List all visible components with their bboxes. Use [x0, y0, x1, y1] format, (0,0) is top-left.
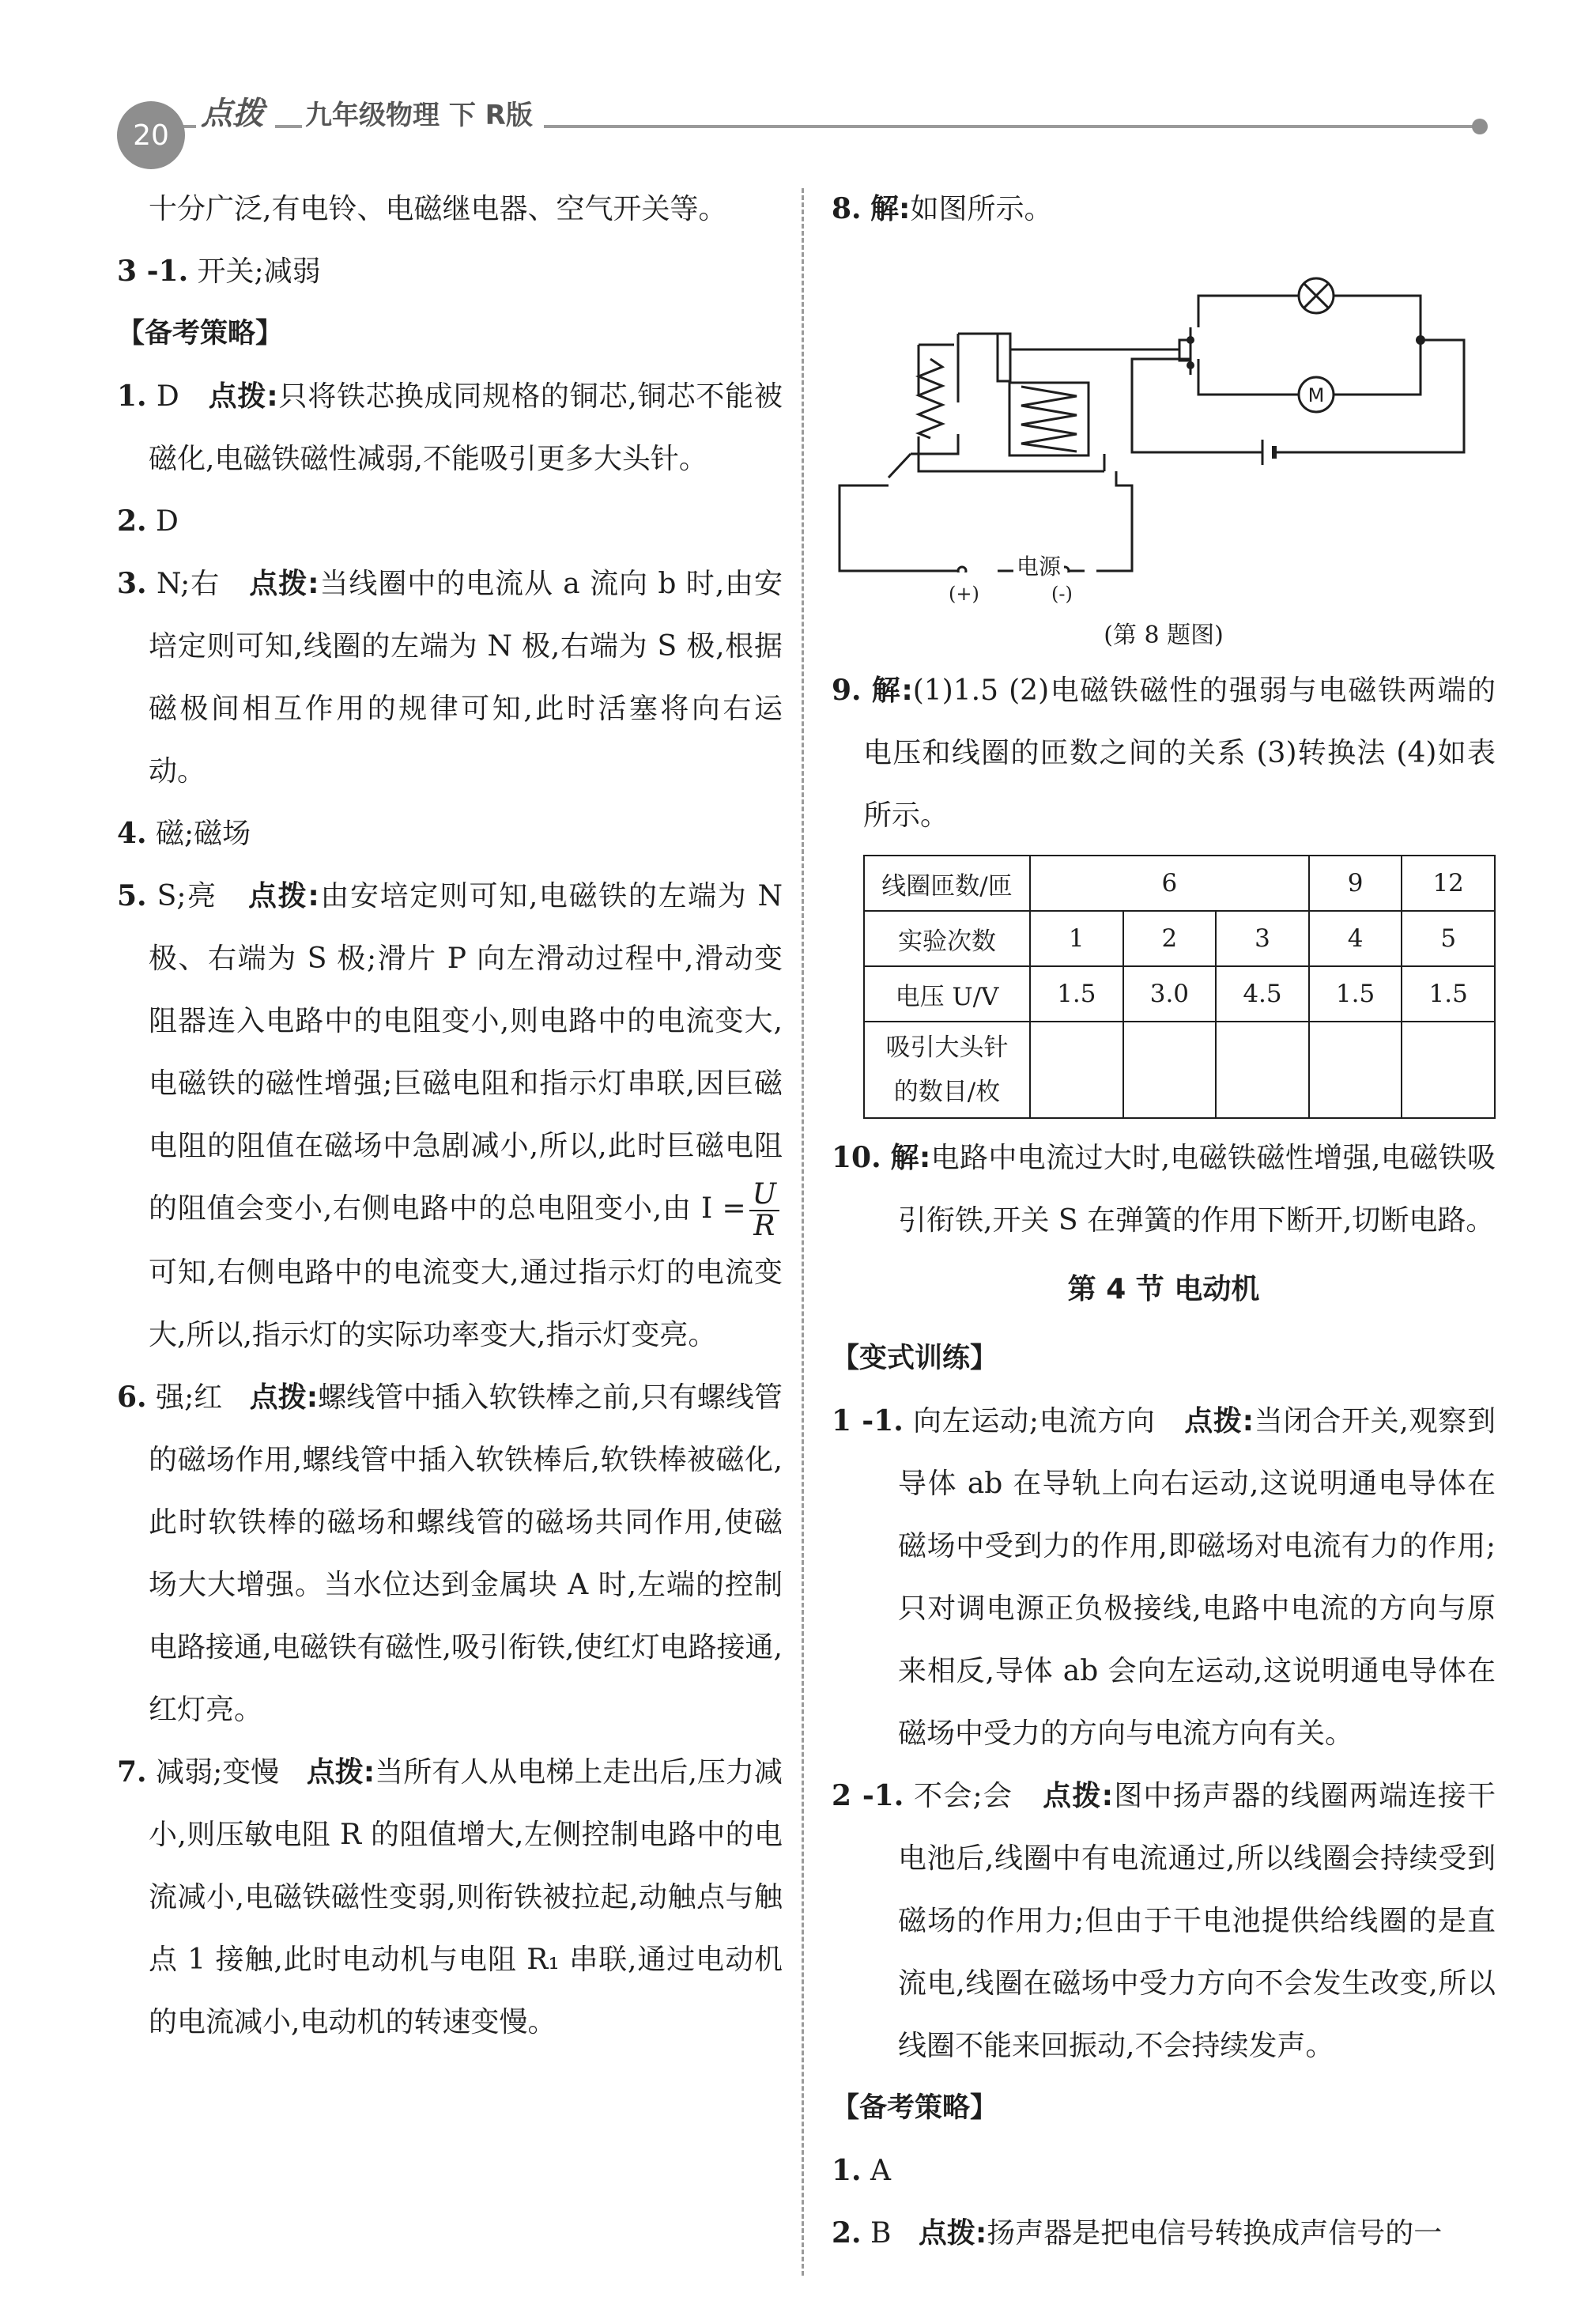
intro-continuation: 十分广泛,有电铃、电磁继电器、空气开关等。	[149, 193, 727, 225]
table-cell-empty	[1309, 1022, 1402, 1118]
control-wire-right	[1096, 471, 1132, 571]
question-number: 8.	[832, 192, 862, 225]
control-wire-bottom	[840, 485, 958, 571]
table-cell-label: 线圈匝数/匝	[864, 856, 1030, 911]
motor-wire-left	[1198, 359, 1298, 395]
section-title: 第 4 节 电动机	[1067, 1273, 1260, 1305]
table-cell-label: 实验次数	[864, 911, 1030, 966]
hint-keyword: 点拨:	[208, 380, 278, 413]
pivot-post	[998, 334, 1010, 381]
table-cell: 3	[1216, 911, 1309, 966]
answer-6	[117, 1366, 783, 1741]
power-terminal-plus	[958, 567, 966, 572]
question-number: 3 -1.	[117, 255, 189, 288]
solution-text: 如图所示。	[910, 193, 1053, 225]
answer-value: B	[861, 2217, 892, 2250]
hint-keyword: 点拨:	[248, 880, 319, 912]
page-number: 20	[117, 101, 185, 169]
question-number: 5.	[117, 879, 147, 912]
hint-text: 当闭合开关,观察到导体 ab 在导轨上向右运动,这说明通电导体在磁场中受到力的作用,即磁场对电流有力的作用;只对调电源正负极接线,电路中电流的方向与原来相反,导体 ab 会向左运动,这说明通电导体在磁场中受力的方向与电流方向有关。	[898, 1405, 1496, 1750]
data-table	[863, 855, 1496, 1119]
motor-wire-right	[1334, 340, 1421, 395]
solution-text: (1)1.5 (2)电磁铁磁性的强弱与电磁铁两端的电压和线圈的匝数之间的关系 (3)转换法 (4)如表所示。	[863, 674, 1496, 832]
hint-text: 当所有人从电梯上走出后,压力减小,则压敏电阻 R 的阻值增大,左侧控制电路中的电流减小,电磁铁磁性变弱,则衔铁被拉起,动触点与触点 1 接触,此时电动机与电阻 R₁ 串联,通过电动机的电流减小,电动机的转速变慢。	[149, 1756, 783, 2038]
plus-label: (+)	[949, 583, 979, 605]
answer-7	[117, 1741, 783, 2053]
answer-r1	[832, 2140, 1496, 2202]
table-cell: 4	[1309, 911, 1402, 966]
table-cell: 3.0	[1123, 966, 1217, 1022]
table-cell: 1.5	[1309, 966, 1402, 1022]
table-cell-empty	[1216, 1022, 1309, 1118]
section-label-beikao: 【备考策略】	[117, 318, 284, 349]
table-row	[864, 966, 1495, 1022]
table-cell-label: 电压 U/V	[864, 966, 1030, 1022]
answer-2-1	[832, 1765, 1496, 2077]
hint-text: 扬声器是把电信号转换成声信号的一	[987, 2217, 1443, 2250]
table-cell: 6	[1030, 856, 1309, 911]
junction-dot	[1416, 335, 1425, 345]
hint-keyword: 点拨:	[1184, 1405, 1255, 1438]
table-cell-label	[864, 1022, 1030, 1118]
question-number: 2.	[117, 504, 147, 538]
answer-9	[832, 659, 1496, 847]
label-line-2: 的数目/枚	[893, 1078, 1001, 1106]
relay-circuit-diagram	[832, 240, 1496, 572]
solution-keyword: 解:	[871, 674, 913, 707]
answer-r2	[832, 2202, 1496, 2265]
hint-text: 当线圈中的电流从 a 流向 b 时,由安培定则可知,线圈的左端为 N 极,右端为 S 极,根据磁极间相互作用的规律可知,此时活塞将向右运动。	[149, 568, 783, 788]
answer-value: 强;红	[146, 1381, 223, 1414]
answer-4	[117, 803, 783, 865]
solution-keyword: 解:	[890, 1142, 931, 1174]
answer-3-1	[117, 240, 783, 303]
table-cell: 1.5	[1402, 966, 1495, 1022]
table-row	[864, 911, 1495, 966]
question-number: 6.	[117, 1381, 147, 1414]
brand-logo: 点拨	[196, 89, 275, 134]
question-number: 2.	[832, 2216, 862, 2250]
question-number: 2 -1.	[832, 1779, 904, 1812]
lamp-wire-right	[1334, 296, 1421, 340]
solution-keyword: 解:	[870, 193, 911, 225]
answer-value: A	[861, 2155, 892, 2187]
hint-text: 螺线管中插入软铁棒之前,只有螺线管的磁场作用,螺线管中插入软铁棒后,软铁棒被磁化,此时软铁棒的磁场和螺线管的磁场共同作用,使磁场大大增强。当水位达到金属块 A 时,左端的控制电路接通,电磁铁有磁性,吸引衔铁,使红灯电路接通,红灯亮。	[149, 1381, 783, 1726]
hint-text: 由安培定则可知,电磁铁的左端为 N 极、右端为 S 极;滑片 P 向左滑动过程中,滑动变阻器连入电路中的电阻变小,则电路中的电流变大,电磁铁的磁性增强;巨磁电阻和指示灯串联,因巨磁电阻的阻值在磁场中急剧减小,所以,此时巨磁电阻的阻值会变小,右侧电路中的总电阻变小,由 I =	[149, 880, 783, 1225]
header-rule-dot	[1472, 119, 1488, 134]
answer-value: D	[146, 505, 179, 538]
power-label: 电源	[1013, 553, 1064, 580]
answer-value: 不会;会	[904, 1780, 1013, 1812]
table-cell: 5	[1402, 911, 1495, 966]
label-line-1: 吸引大头针	[885, 1033, 1009, 1062]
lamp-wire-left	[1198, 296, 1298, 327]
table-row	[864, 856, 1495, 911]
table-cell: 1	[1030, 911, 1123, 966]
answer-8	[832, 178, 1496, 240]
question-number: 4.	[117, 817, 147, 850]
answer-3	[117, 553, 783, 803]
fraction-numerator: U	[749, 1180, 779, 1211]
answer-value: N;右	[146, 568, 221, 600]
circuit-figure	[832, 240, 1496, 612]
answer-10	[832, 1127, 1496, 1252]
hint-text: 图中扬声器的线圈两端连接干电池后,线圈中有电流通过,所以线圈会持续受到磁场的作用力;但由于干电池提供给线圈的是直流电,线圈在磁场中受力方向不会发生改变,所以线圈不能来回振动,不会持续发声。	[898, 1780, 1496, 2062]
ohm-law-fraction	[749, 1180, 779, 1241]
right-column	[832, 178, 1496, 2265]
answer-value: 减弱;变慢	[146, 1756, 280, 1789]
answer-value: S;亮	[146, 880, 217, 912]
left-column	[117, 178, 783, 2053]
question-number: 1.	[832, 2154, 862, 2187]
answer-value: 磁;磁场	[146, 818, 251, 850]
motor-label: M	[1307, 384, 1325, 406]
question-number: 1.	[117, 380, 147, 413]
hint-keyword: 点拨:	[249, 1381, 319, 1414]
figure-caption: (第 8 题图)	[1104, 621, 1224, 649]
page-header	[0, 0, 1596, 182]
hint-keyword: 点拨:	[1043, 1780, 1113, 1812]
table-cell: 9	[1309, 856, 1402, 911]
book-title: 九年级物理 下 R版	[302, 93, 544, 132]
answer-2	[117, 490, 783, 553]
minus-label: (-)	[1051, 583, 1073, 605]
question-number: 9.	[832, 674, 862, 707]
table-cell: 2	[1123, 911, 1217, 966]
section-label-bianshi: 【变式训练】	[832, 1343, 998, 1374]
hint-text-continued: 可知,右侧电路中的电流变大,通过指示灯的电流变大,所以,指示灯的实际功率变大,指示灯变亮。	[149, 1256, 783, 1351]
solution-text: 电路中电流过大时,电磁铁磁性增强,电磁铁吸引衔铁,开关 S 在弹簧的作用下断开,切断电路。	[898, 1142, 1496, 1237]
question-number: 7.	[117, 1755, 147, 1789]
answer-value: 向左运动;电流方向	[903, 1405, 1156, 1438]
table-cell-empty	[1030, 1022, 1123, 1118]
table-cell-empty	[1123, 1022, 1217, 1118]
table-row	[864, 1022, 1495, 1118]
table-cell: 12	[1402, 856, 1495, 911]
table-cell: 4.5	[1216, 966, 1309, 1022]
answer-value: D	[146, 380, 179, 413]
supply-wire-right	[1274, 340, 1464, 452]
contact-point-bottom	[1187, 361, 1194, 369]
hint-keyword: 点拨:	[249, 568, 319, 600]
fraction-denominator: R	[753, 1210, 775, 1242]
table-cell: 1.5	[1030, 966, 1123, 1022]
spring	[919, 359, 942, 438]
question-number: 1 -1.	[832, 1404, 904, 1438]
question-number: 3.	[117, 567, 147, 600]
hint-keyword: 点拨:	[918, 2217, 987, 2250]
answer-1	[117, 365, 783, 490]
column-divider	[802, 188, 804, 2276]
section-label-beikao-right: 【备考策略】	[832, 2092, 998, 2124]
table-cell-empty	[1402, 1022, 1495, 1118]
answer-5	[117, 865, 783, 1366]
hint-keyword: 点拨:	[306, 1756, 375, 1789]
answer-1-1	[832, 1390, 1496, 1765]
hint-text: 只将铁芯换成同规格的铜芯,铜芯不能被磁化,电磁铁磁性减弱,不能吸引更多大头针。	[149, 380, 783, 475]
contact-point-top	[1187, 336, 1194, 344]
control-switch	[889, 454, 911, 478]
answer-text: 开关;减弱	[188, 255, 321, 288]
coil-winding	[1021, 387, 1077, 451]
question-number: 10.	[832, 1141, 881, 1174]
